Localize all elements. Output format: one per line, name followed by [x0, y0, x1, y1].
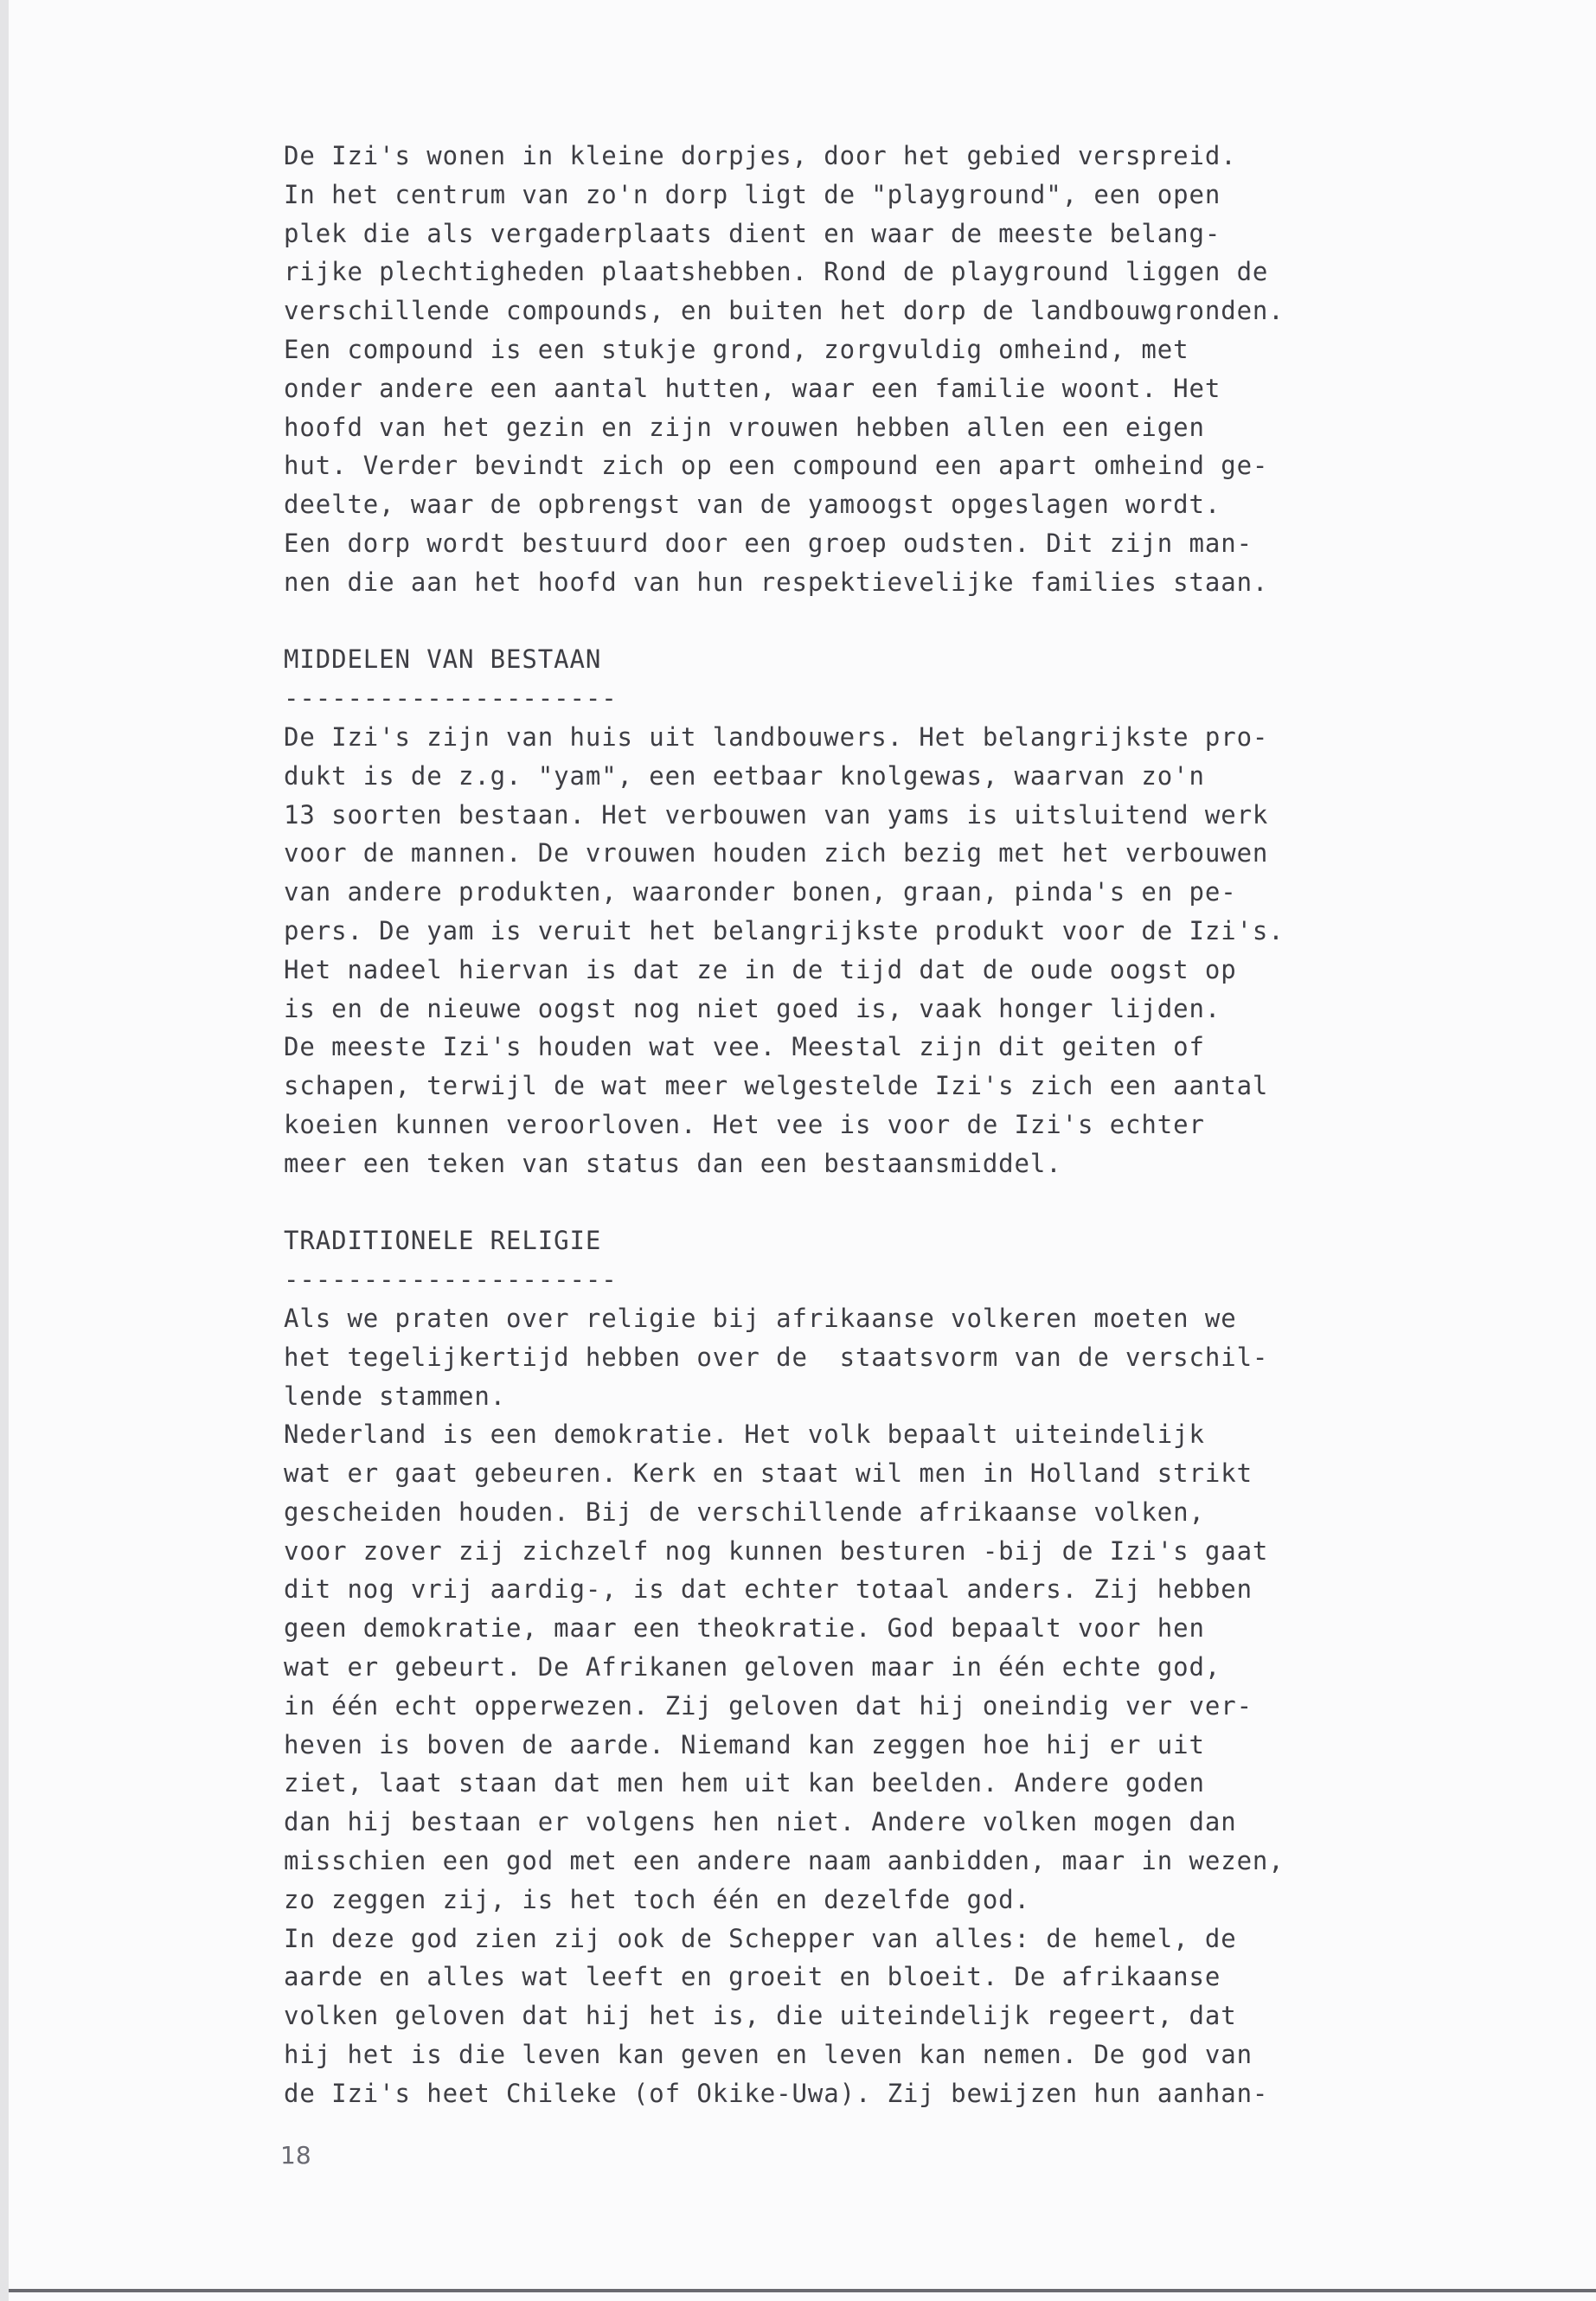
section-heading: TRADITIONELE RELIGIE [284, 1226, 602, 1256]
text-line: is en de nieuwe oogst nog niet goed is, vaak honger lijden. [284, 993, 1221, 1023]
text-line: hoofd van het gezin en zijn vrouwen hebben allen een eigen [284, 412, 1205, 442]
section-traditionele-religie [284, 1221, 1547, 2112]
text-line: dit nog vrij aardig-, is dat echter totaal anders. Zij hebben [284, 1574, 1253, 1605]
text-line: de Izi's heet Chileke (of Okike-Uwa). Zij bewijzen hun aanhan- [284, 2078, 1269, 2108]
document-body [284, 137, 1547, 2113]
text-line: gescheiden houden. Bij de verschillende afrikaanse volken, [284, 1497, 1205, 1527]
text-line: In het centrum van zo'n dorp ligt de "playground", een open [284, 179, 1221, 209]
page-bottom-edge [9, 2289, 1596, 2292]
text-line: dan hij bestaan er volgens hen niet. Andere volken mogen dan [284, 1807, 1237, 1837]
text-line: hut. Verder bevindt zich op een compound een apart omheind ge- [284, 451, 1269, 481]
text-line: schapen, terwijl de wat meer welgestelde Izi's zich een aantal [284, 1071, 1269, 1101]
text-line: In deze god zien zij ook de Schepper van alles: de hemel, de [284, 1923, 1237, 1953]
text-line: Het nadeel hiervan is dat ze in de tijd dat de oude oogst op [284, 954, 1237, 984]
text-line: wat er gebeurt. De Afrikanen geloven maar in één echte god, [284, 1652, 1221, 1682]
text-line: zo zeggen zij, is het toch één en dezelfde god. [284, 1884, 1030, 1914]
text-line: onder andere een aantal hutten, waar een familie woont. Het [284, 373, 1221, 403]
text-line: Nederland is een demokratie. Het volk bepaalt uiteindelijk [284, 1420, 1205, 1450]
text-line: dukt is de z.g. "yam", een eetbaar knolgewas, waarvan zo'n [284, 760, 1205, 791]
text-line: ziet, laat staan dat men hem uit kan beelden. Andere goden [284, 1768, 1205, 1798]
spacer [284, 1183, 1547, 1222]
text-line: Een compound is een stukje grond, zorgvuldig omheind, met [284, 334, 1189, 364]
text-line: rijke plechtigheden plaatshebben. Rond de playground liggen de [284, 257, 1269, 287]
text-line: wat er gaat gebeuren. Kerk en staat wil men in Holland strikt [284, 1458, 1253, 1489]
text-line: pers. De yam is veruit het belangrijkste produkt voor de Izi's. [284, 915, 1285, 945]
intro-paragraph [284, 137, 1547, 602]
spacer [284, 602, 1547, 641]
text-line: van andere produkten, waaronder bonen, graan, pinda's en pe- [284, 877, 1237, 907]
text-line: verschillende compounds, en buiten het dorp de landbouwgronden. [284, 296, 1285, 326]
text-line: het tegelijkertijd hebben over de staatsvorm van de verschil- [284, 1342, 1269, 1372]
text-line: plek die als vergaderplaats dient en waar de meeste belang- [284, 218, 1221, 248]
text-line: De Izi's zijn van huis uit landbouwers. Het belangrijkste pro- [284, 721, 1269, 752]
text-line: hij het is die leven kan geven en leven kan nemen. De god van [284, 2040, 1253, 2070]
text-line: volken geloven dat hij het is, die uiteindelijk regeert, dat [284, 2001, 1237, 2031]
section-heading: MIDDELEN VAN BESTAAN [284, 644, 602, 675]
text-line: De Izi's wonen in kleine dorpjes, door het gebied verspreid. [284, 141, 1237, 170]
text-line: deelte, waar de opbrengst van de yamoogst opgeslagen wordt. [284, 490, 1221, 520]
text-line: meer een teken van status dan een bestaansmiddel. [284, 1148, 1062, 1178]
text-line: Als we praten over religie bij afrikaanse volkeren moeten we [284, 1303, 1237, 1333]
text-line: voor de mannen. De vrouwen houden zich bezig met het verbouwen [284, 838, 1269, 868]
heading-underline: --------------------- [284, 683, 618, 714]
page-number: 18 [280, 2141, 311, 2170]
text-line: 13 soorten bestaan. Het verbouwen van yams is uitsluitend werk [284, 799, 1269, 830]
text-line: lende stammen. [284, 1381, 507, 1411]
text-line: voor zover zij zichzelf nog kunnen besturen -bij de Izi's gaat [284, 1535, 1269, 1566]
text-line: De meeste Izi's houden wat vee. Meestal zijn dit geiten of [284, 1032, 1205, 1062]
section-middelen-van-bestaan [284, 640, 1547, 1183]
text-line: in één echt opperwezen. Zij geloven dat hij oneindig ver ver- [284, 1690, 1253, 1721]
text-line: misschien een god met een andere naam aanbidden, maar in wezen, [284, 1846, 1285, 1876]
text-line: nen die aan het hoofd van hun respektievelijke families staan. [284, 567, 1269, 597]
text-line: Een dorp wordt bestuurd door een groep oudsten. Dit zijn man- [284, 528, 1253, 558]
text-line: koeien kunnen veroorloven. Het vee is voor de Izi's echter [284, 1109, 1205, 1139]
text-line: aarde en alles wat leeft en groeit en bloeit. De afrikaanse [284, 1962, 1221, 1992]
text-line: geen demokratie, maar een theokratie. God bepaalt voor hen [284, 1613, 1205, 1644]
heading-underline: --------------------- [284, 1265, 618, 1295]
text-line: heven is boven de aarde. Niemand kan zeggen hoe hij er uit [284, 1729, 1205, 1759]
